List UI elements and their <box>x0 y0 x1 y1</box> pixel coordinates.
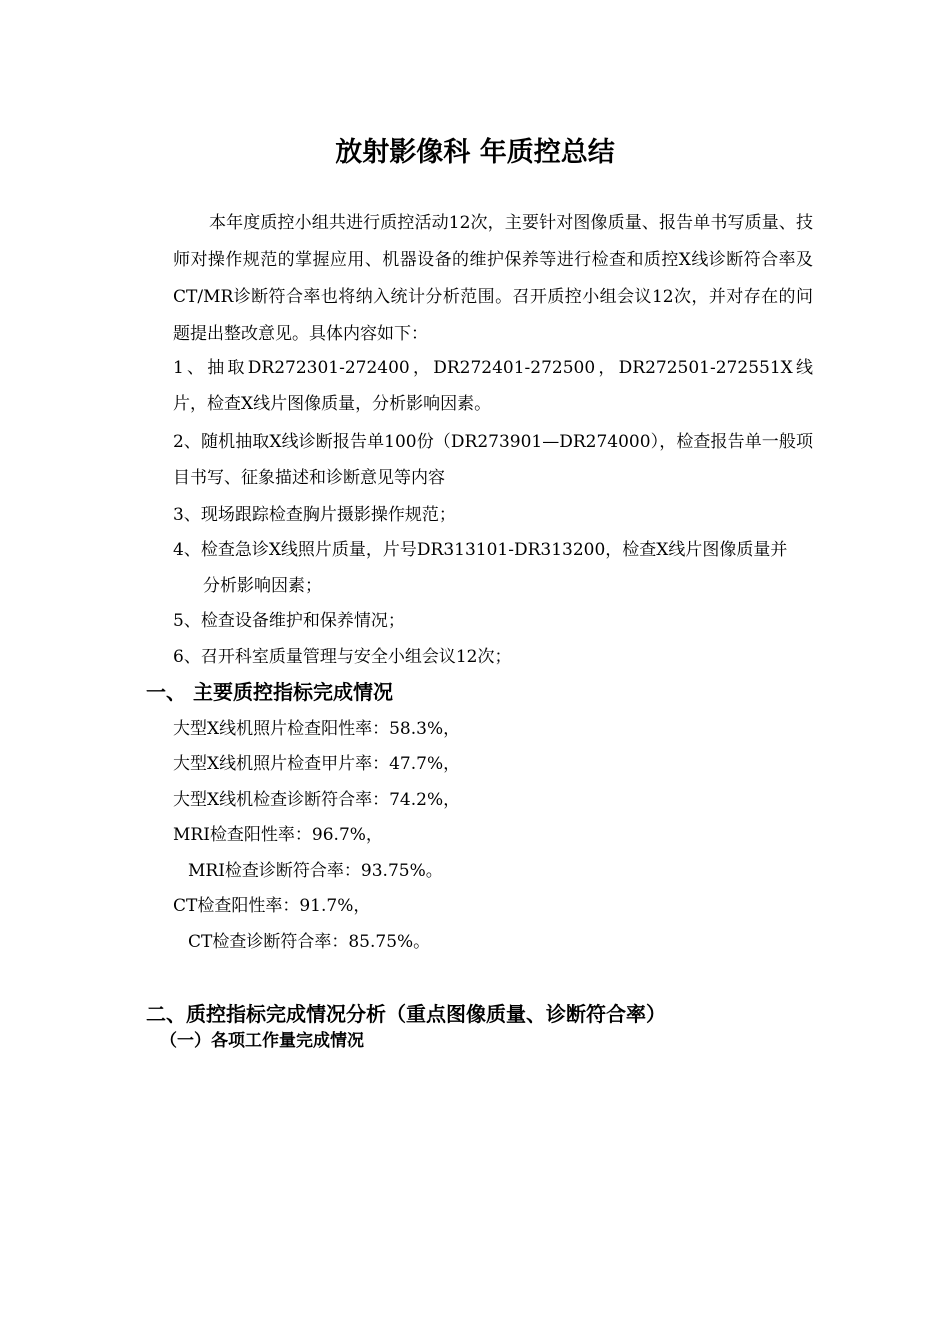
document-title: 放射影像科 年质控总结 <box>335 137 615 168</box>
metric-xray-grade-a-rate: 大型X线机照片检查甲片率：47.7%， <box>173 754 461 774</box>
metric-ct-diagnosis-match-rate: CT检查诊断符合率：85.75%。 <box>188 932 431 952</box>
metric-xray-positive-rate: 大型X线机照片检查阳性率：58.3%， <box>173 719 461 739</box>
intro-paragraph: 本年度质控小组共进行质控活动12次，主要针对图像质量、报告单书写质量、技师对操作规范的掌握应用、机器设备的维护保养等进行检查和质控X线诊断符合率及CT/MR诊断符合率也将纳入统计分析范围。召开质控小组会议12次，并对存在的问题提出整改意见。具体内容如下： <box>173 213 813 344</box>
list-item-4 <box>173 532 813 604</box>
subsection-heading: （一）各项工作量完成情况 <box>160 1031 364 1051</box>
list-item-4-line-1: 4、检查急诊X线照片质量，片号DR313101-DR313200，检查X线片图像质量并 <box>173 540 788 560</box>
section-2-heading: 二、质控指标完成情况分析（重点图像质量、诊断符合率） <box>146 1002 666 1026</box>
list-item-3: 3、现场跟踪检查胸片摄影操作规范； <box>173 505 456 525</box>
list-item-2: 2、随机抽取X线诊断报告单100份（DR273901—DR274000），检查报告单一般项目书写、征象描述和诊断意见等内容 <box>173 432 813 488</box>
metric-mri-diagnosis-match-rate: MRI检查诊断符合率：93.75%。 <box>188 861 443 881</box>
list-item-5: 5、检查设备维护和保养情况； <box>173 611 405 631</box>
list-item-4-line-2: 分析影响因素； <box>203 576 322 596</box>
section-1-heading: 一、 主要质控指标完成情况 <box>146 680 393 704</box>
list-item-1: 1、抽取DR272301-272400，DR272401-272500，DR272501-272551X线片，检查X线片图像质量，分析影响因素。 <box>173 358 813 414</box>
metric-ct-positive-rate: CT检查阳性率：91.7%， <box>173 896 371 916</box>
list-item-6: 6、召开科室质量管理与安全小组会议12次； <box>173 647 512 667</box>
metric-mri-positive-rate: MRI检查阳性率：96.7%， <box>173 825 383 845</box>
metric-xray-diagnosis-match-rate: 大型X线机检查诊断符合率：74.2%， <box>173 790 461 810</box>
